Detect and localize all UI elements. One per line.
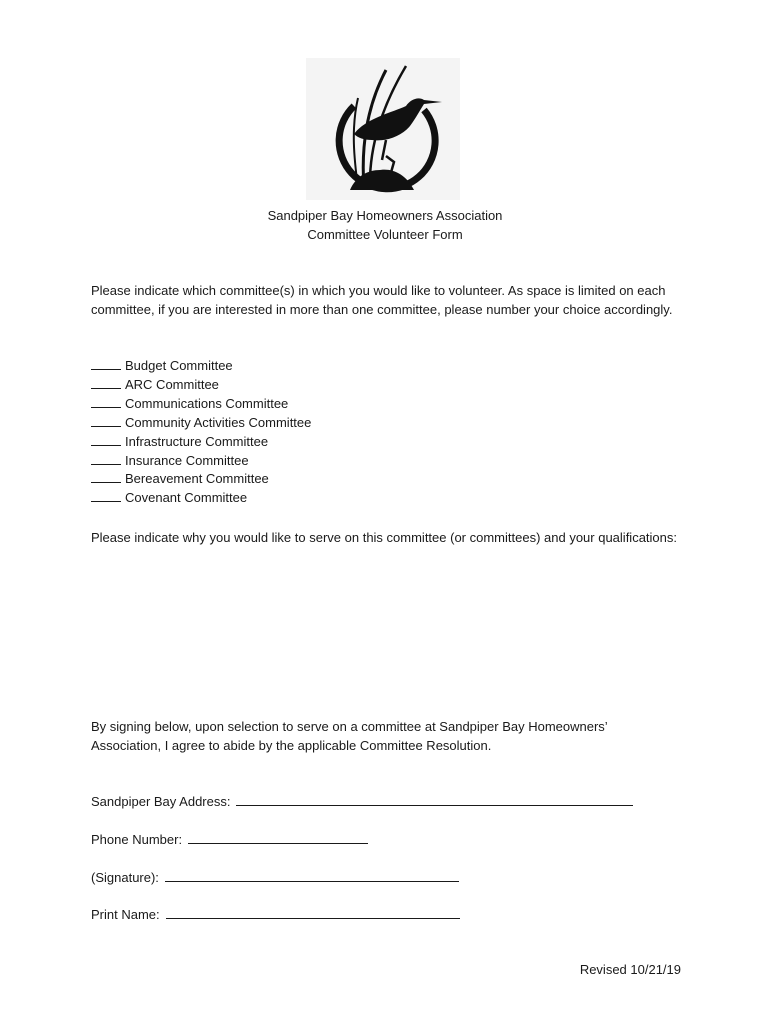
phone-field[interactable] xyxy=(91,830,368,849)
choice-blank[interactable] xyxy=(91,433,121,446)
choice-blank[interactable] xyxy=(91,489,121,502)
revised-date: Revised 10/21/19 xyxy=(579,962,681,977)
intro-paragraph: Please indicate which committee(s) in which you would like to volunteer. As space is limited on each committee, if you are interested in more than one committee, please number your choice accordingly. xyxy=(91,283,673,317)
committee-item[interactable]: Insurance Committee xyxy=(91,452,311,471)
choice-blank[interactable] xyxy=(91,376,121,389)
org-name: Sandpiper Bay Homeowners Association xyxy=(267,208,503,223)
choice-blank[interactable] xyxy=(91,414,121,427)
sandpiper-logo xyxy=(306,58,460,200)
phone-line[interactable] xyxy=(188,831,368,844)
phone-label: Phone Number: xyxy=(91,832,183,847)
signature-label: (Signature): xyxy=(91,870,159,885)
signature-field[interactable] xyxy=(91,868,459,887)
address-field[interactable] xyxy=(91,792,633,811)
print-name-field[interactable] xyxy=(91,905,460,924)
committee-item[interactable]: Community Activities Committee xyxy=(91,414,311,433)
print-name-line[interactable] xyxy=(166,906,460,919)
choice-blank[interactable] xyxy=(91,452,121,465)
address-label: Sandpiper Bay Address: xyxy=(91,794,231,809)
committee-item[interactable]: Communications Committee xyxy=(91,395,311,414)
print-name-label: Print Name: xyxy=(91,907,160,922)
committee-item[interactable]: Budget Committee xyxy=(91,357,311,376)
signature-line[interactable] xyxy=(165,869,459,882)
form-header xyxy=(0,206,770,244)
committee-item[interactable]: ARC Committee xyxy=(91,376,311,395)
choice-blank[interactable] xyxy=(91,357,121,370)
choice-blank[interactable] xyxy=(91,395,121,408)
committee-item[interactable]: Bereavement Committee xyxy=(91,470,311,489)
committee-item[interactable]: Infrastructure Committee xyxy=(91,433,311,452)
address-line[interactable] xyxy=(236,793,633,806)
agreement-paragraph: By signing below, upon selection to serve on a committee at Sandpiper Bay Homeowners’ Association, I agree to abide by the applicable Committee Resolution. xyxy=(91,719,608,753)
committee-list xyxy=(91,357,311,508)
why-prompt: Please indicate why you would like to serve on this committee (or committees) and your qualifications: xyxy=(91,530,677,545)
committee-item[interactable]: Covenant Committee xyxy=(91,489,311,508)
form-title: Committee Volunteer Form xyxy=(307,227,463,242)
choice-blank[interactable] xyxy=(91,470,121,483)
